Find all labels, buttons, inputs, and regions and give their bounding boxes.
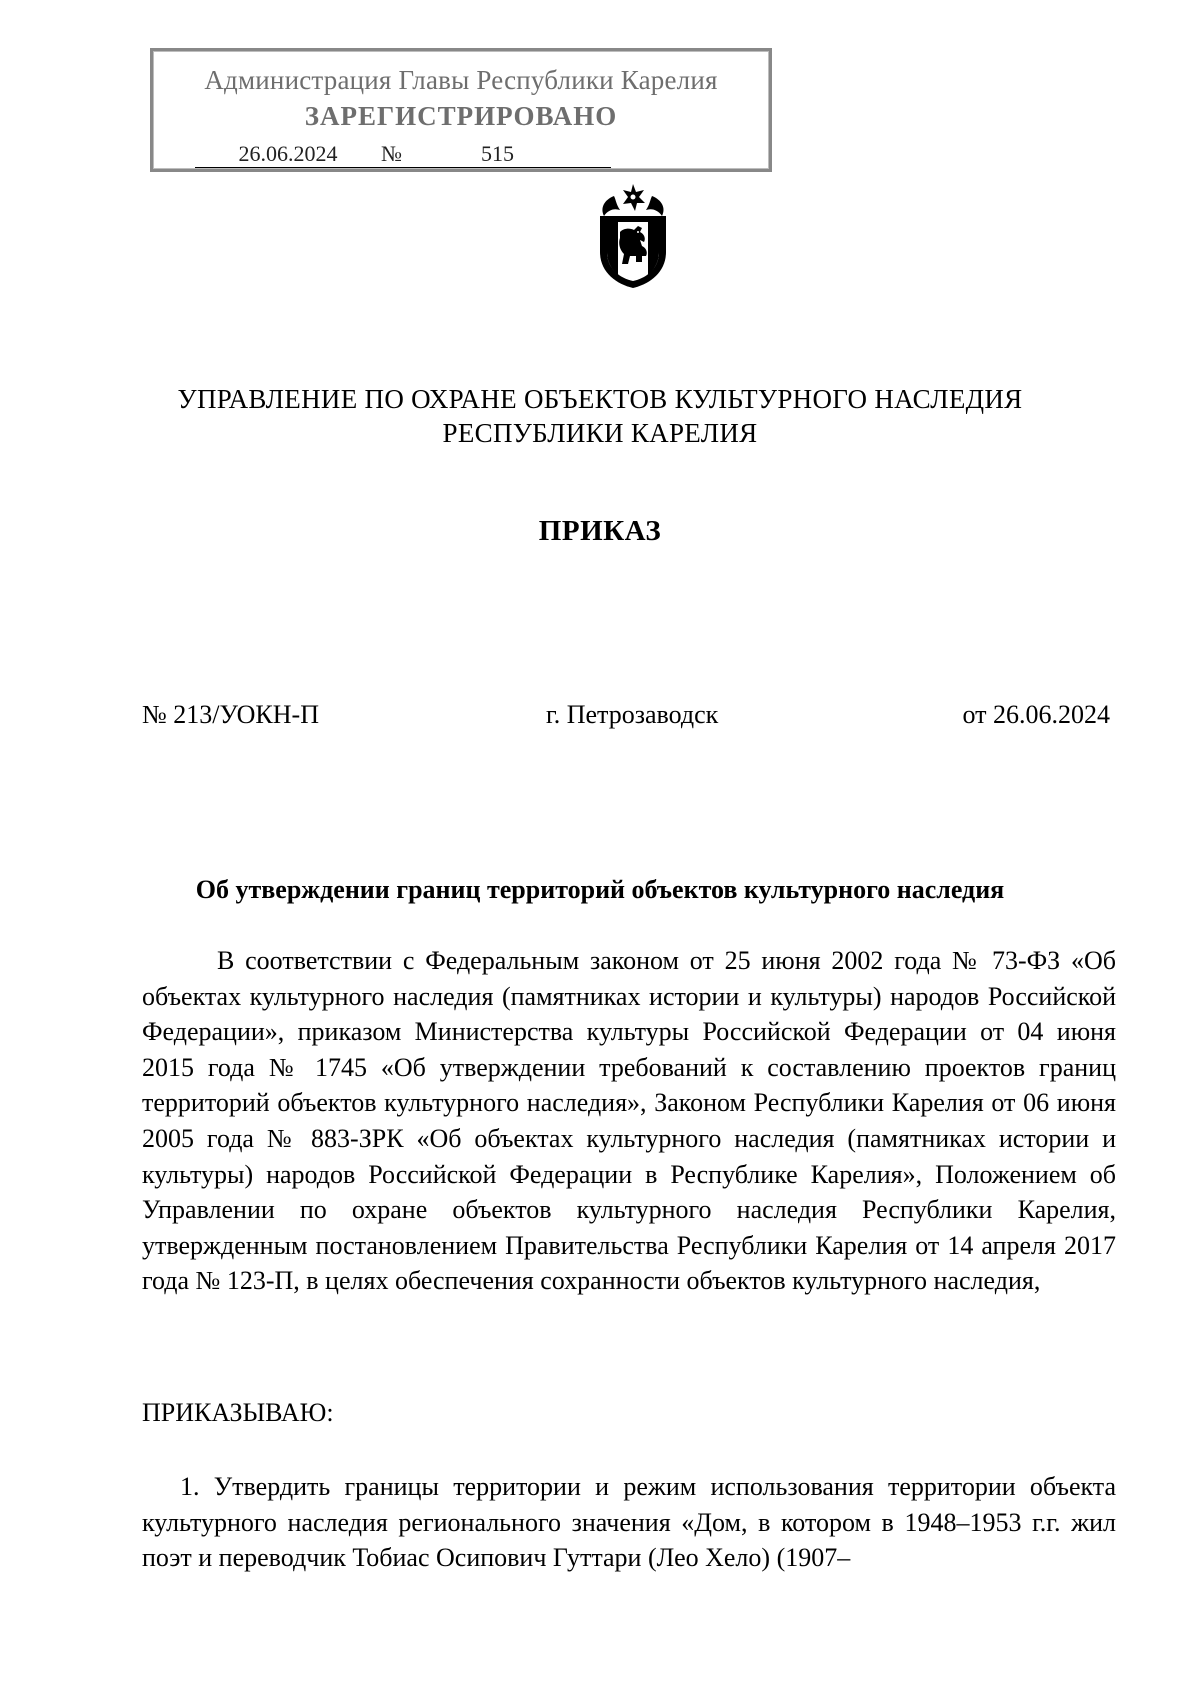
organization-name-line1: УПРАВЛЕНИЕ ПО ОХРАНЕ ОБЪЕКТОВ КУЛЬТУРНОГО НАСЛЕДИЯ [177, 384, 1023, 414]
stamp-authority: Администрация Главы Республики Карелия [204, 65, 718, 95]
order-item-1: 1. Утвердить границы территории и режим использования территории объекта культурного наследия регионального значения «Дом, в котором в 1948–1953 г.г. жил поэт и переводчик Тобиас Осипович Гуттари (Лео Хело) (1907– [142, 1472, 1116, 1573]
order-city: г. Петрозаводск [546, 700, 719, 729]
organization-name-line2: РЕСПУБЛИКИ КАРЕЛИЯ [442, 418, 758, 448]
karelia-coat-of-arms-icon [590, 182, 676, 290]
document-type-title: ПРИКАЗ [538, 515, 662, 547]
order-subject: Об утверждении границ территорий объектов культурного наследия [195, 875, 1005, 904]
stamp-status: ЗАРЕГИСТРИРОВАНО [304, 101, 618, 131]
stamp-date: 26.06.2024 [195, 141, 381, 168]
stamp-number: 515 [411, 141, 611, 168]
order-date: от 26.06.2024 [962, 700, 1110, 729]
order-number: № 213/УОКН-П [142, 700, 319, 729]
registration-stamp [150, 48, 772, 172]
stamp-number-label: № [381, 141, 411, 168]
preamble-paragraph: В соответствии с Федеральным законом от 25 июня 2002 года № 73-ФЗ «Об объектах культурного наследия (памятниках истории и культуры) народов Российской Федерации», приказом Министерства культуры Российской Федерации от 04 июня 2015 года № 1745 «Об утверждении требований к составлению проектов границ территорий объектов культурного наследия», Законом Республики Карелия от 06 июня 2005 года № 883-ЗРК «Об объектах культурного наследия (памятниках истории и культуры) народов Российской Федерации в Республике Карелия», Положением об Управлении по охране объектов культурного наследия Республики Карелия, утвержденным постановлением Правительства Республики Карелия от 14 апреля 2017 года № 123-П, в целях обеспечения сохранности объектов культурного наследия, [142, 946, 1116, 1296]
order-directive-word: ПРИКАЗЫВАЮ: [142, 1398, 334, 1427]
